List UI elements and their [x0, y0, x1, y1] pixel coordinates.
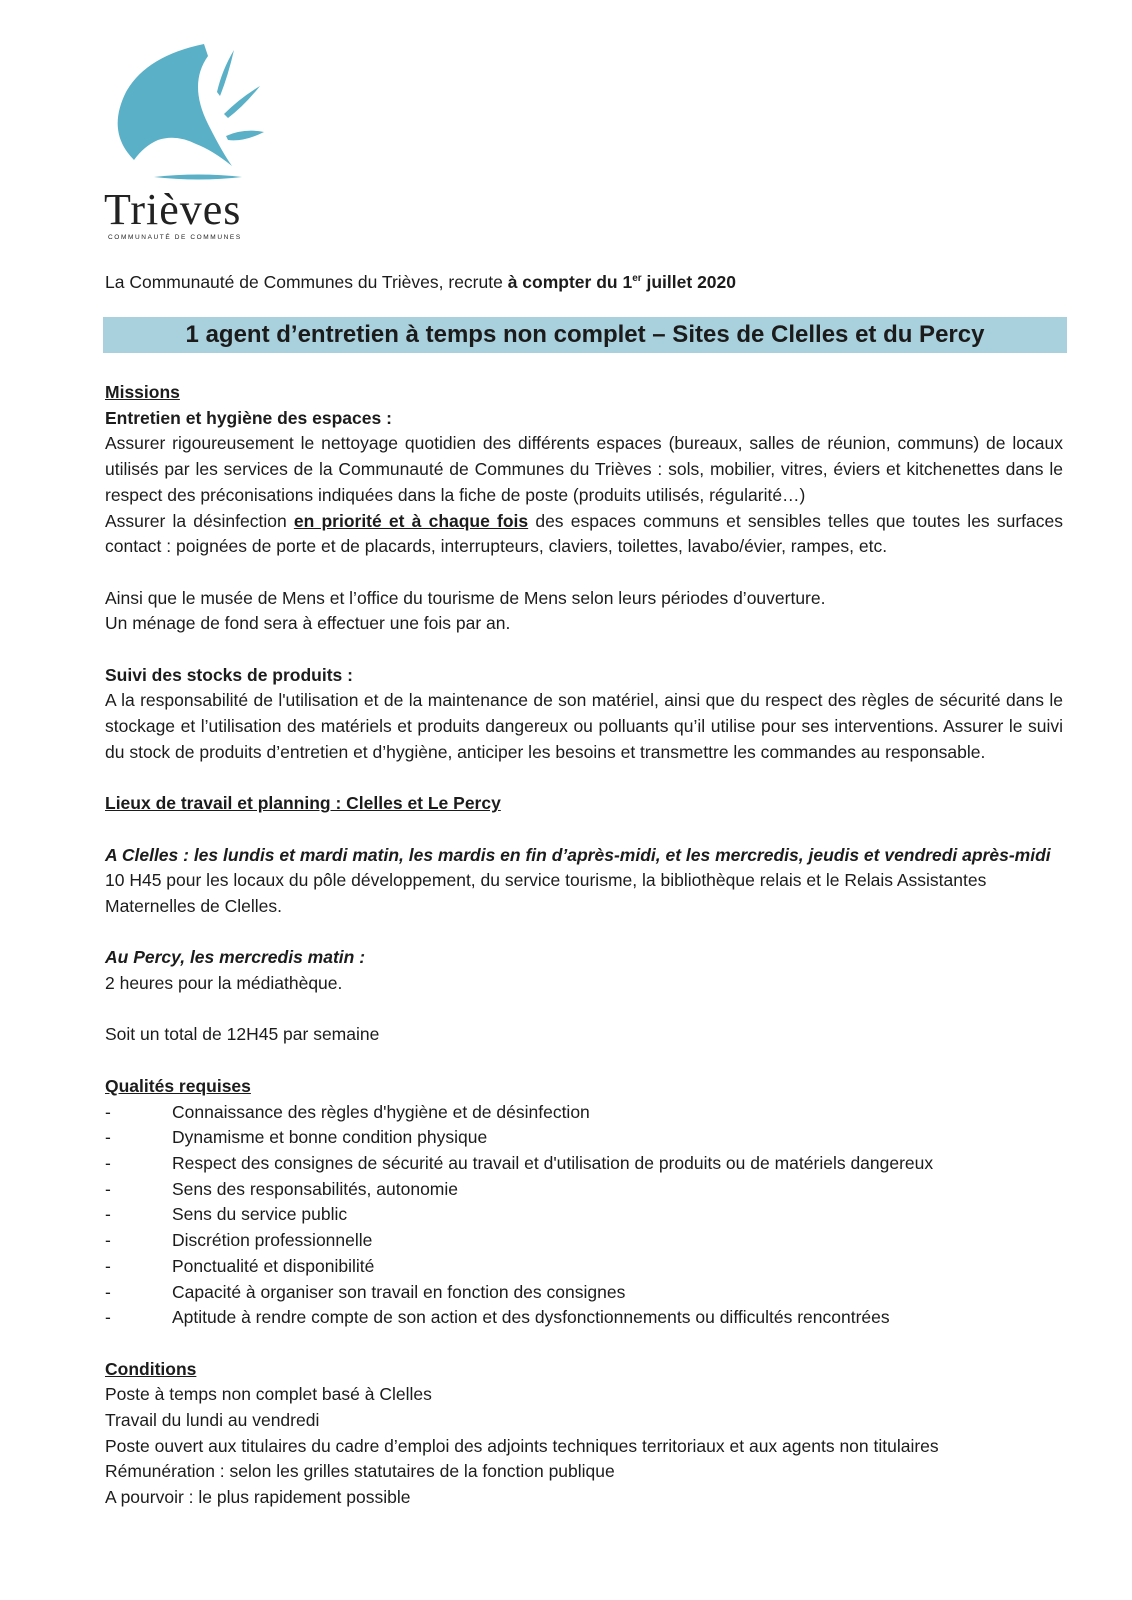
document-body [105, 380, 1063, 1511]
entretien-paragraph: Assurer rigoureusement le nettoyage quotidien des différents espaces (bureaux, salles de réunion, communs) de locaux utilisés par les services de la Communauté de Communes du Trièves : sols, mobilier, vitres, éviers et kitchenettes dans le respect des préconisations indiquées dans la fiche de poste (produits utilisés, régularité…) [105, 433, 1063, 505]
qualites-list [105, 1100, 1063, 1331]
job-title-banner: 1 agent d’entretien à temps non complet – Sites de Clelles et du Percy [103, 317, 1067, 353]
list-item: - Capacité à organiser son travail en fonction des consignes [105, 1281, 626, 1302]
list-item: - Ponctualité et disponibilité [105, 1255, 375, 1276]
conditions-heading: Conditions [105, 1358, 197, 1379]
percy-heading: Au Percy, les mercredis matin : [105, 947, 366, 968]
percy-paragraph: 2 heures pour la médiathèque. [105, 973, 343, 994]
entretien-heading: Entretien et hygiène des espaces : [105, 407, 392, 428]
clelles-paragraph: 10 H45 pour les locaux du pôle développement, du service tourisme, la bibliothèque relais et le Relais Assistantes Maternelles de Clelles. [105, 870, 987, 916]
stocks-heading: Suivi des stocks de produits : [105, 664, 353, 685]
list-item: - Sens des responsabilités, autonomie [105, 1178, 459, 1199]
total-hours: Soit un total de 12H45 par semaine [105, 1024, 380, 1045]
logo-subtitle: COMMUNAUTÉ DE COMMUNES [108, 234, 242, 241]
conditions-line: Rémunération : selon les grilles statutaires de la fonction publique [105, 1461, 615, 1482]
list-item: - Sens du service public [105, 1204, 348, 1225]
stocks-paragraph: A la responsabilité de l'utilisation et de la maintenance de son matériel, ainsi que du respect des règles de sécurité dans le stockage et l’utilisation des matériels et produits dangereux ou polluants qu’il utilise pour ses interventions. Assurer le suivi du stock de produits d’entretien et d’hygiène, anticiper les besoins et transmettre les commandes au responsable. [105, 690, 1063, 762]
desinfection-paragraph: Assurer la désinfection en priorité et à chaque fois des espaces communs et sensibles telles que toutes les surfaces contact : poignées de porte et de placards, interrupteurs, claviers, toilettes, lavabo/évier, rampes, etc. [105, 510, 1063, 557]
lieux-heading: Lieux de travail et planning : Clelles et Le Percy [105, 793, 501, 814]
intro-line [105, 268, 1035, 293]
trieves-logo [104, 40, 274, 250]
list-item: - Aptitude à rendre compte de son action et des dysfonctionnements ou difficultés rencontrées [105, 1307, 890, 1328]
intro-text: La Communauté de Communes du Trièves, recrute [105, 271, 508, 292]
qualites-heading: Qualités requises [105, 1075, 251, 1096]
list-item: - Connaissance des règles d'hygiène et de désinfection [105, 1101, 590, 1122]
conditions-line: Travail du lundi au vendredi [105, 1410, 320, 1430]
list-item: - Respect des consignes de sécurité au travail et d'utilisation de produits ou de matériels dangereux [105, 1152, 934, 1173]
musee-paragraph: Ainsi que le musée de Mens et l’office du tourisme de Mens selon leurs périodes d’ouverture. [105, 587, 826, 608]
list-item: - Dynamisme et bonne condition physique [105, 1127, 488, 1148]
menage-paragraph: Un ménage de fond sera à effectuer une fois par an. [105, 613, 511, 634]
priority-emphasis: en priorité et à chaque fois [293, 510, 529, 531]
clelles-heading: A Clelles : les lundis et mardi matin, les mardis en fin d’après-midi, et les mercredis, jeudis et vendredi après-midi [105, 844, 1051, 865]
intro-date: à compter du 1er juillet 2020 [507, 271, 736, 292]
list-item: - Discrétion professionnelle [105, 1230, 373, 1251]
logo-wordmark: Trièves [104, 185, 242, 234]
missions-heading: Missions [105, 382, 180, 402]
conditions-line: Poste ouvert aux titulaires du cadre d’emploi des adjoints techniques territoriaux et aux agents non titulaires [105, 1435, 939, 1456]
conditions-line: A pourvoir : le plus rapidement possible [105, 1487, 411, 1508]
trieves-logo-icon [104, 40, 274, 190]
conditions-line: Poste à temps non complet basé à Clelles [105, 1384, 432, 1405]
